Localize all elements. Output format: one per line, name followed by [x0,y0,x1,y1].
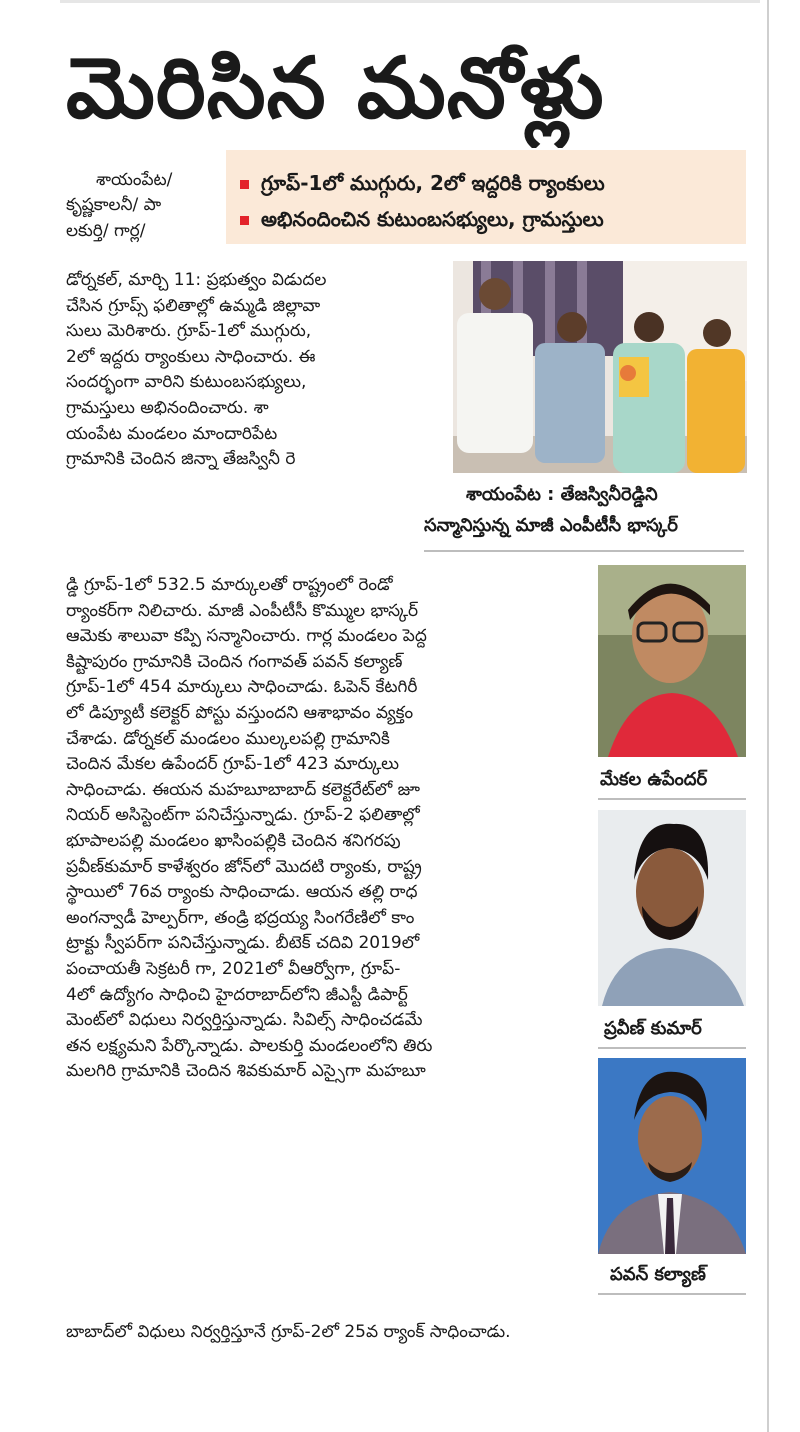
caption-rule [424,550,744,552]
caption-rule [598,1293,746,1295]
upender-photo [598,565,746,757]
article-line: ర్యాంకర్‌గా నిలిచారు. మాజీ ఎంపీటీసీ కొమ్ముల భాస్కర్‌ [66,600,419,621]
praveen-caption: ప్రవీణ్‌ కుమార్‌ [604,1018,702,1039]
article-line: చేశాడు. డోర్నకల్‌ మండలం ముల్కలపల్లి గ్రామానికి [66,728,390,749]
article-line: అంగన్వాడీ హెల్పర్‌గా, తండ్రి భద్రయ్య సింగరేణిలో కాం [66,907,415,928]
article-line: పంచాయతీ సెక్రటరీ గా, 2021లో వీఆర్వోగా, గ్రూప్‌- [66,958,401,979]
headline: మెరిసిన మనోళ్లు [66,39,605,137]
article-line: బాబాద్‌లో విధులు నిర్వర్తిస్తూనే గ్రూప్‌-2లో 25వ ర్యాంక్‌ సాధించాడు. [66,1322,511,1342]
article-line: 4లో ఉద్యోగం సాధించి హైదరాబాద్‌లోని జీఎస్టీ డిపార్ట్‌ [66,984,408,1005]
article-line: శాయంపేట/ [96,170,173,190]
top-rule [60,0,760,3]
article-line: యంపేట మండలం మాందారిపేట [66,423,278,444]
pavan-caption: పవన్‌ కల్యాణ్‌ [610,1264,706,1285]
article-medium [66,268,450,473]
article-narrow [66,193,216,244]
article-line: సులు మెరిశారు. గ్రూప్‌-1లో ముగ్గురు, [66,321,312,342]
article-line: స్థాయిలో 76వ ర్యాంకు సాధించాడు. ఆయన తల్లి రాధ [66,882,418,903]
upender-caption: మేకల ఉపేందర్‌ [600,769,708,790]
pavan-photo [598,1058,746,1254]
highlights-box [226,150,746,244]
article-line: చెందిన మేకల ఉపేందర్‌ గ్రూప్‌-1లో 423 మార్కులు [66,754,400,775]
article-line: 2లో ఇద్దరు ర్యాంకులు సాధించారు. ఈ [66,346,316,367]
article-line: తన లక్ష్యమని పేర్కొన్నాడు. పాలకుర్తి మండలంలోని తిరు [66,1035,433,1056]
article-narrow [96,168,220,194]
article-line: డ్డి గ్రూప్‌-1లో 532.5 మార్కులతో రాష్ట్రంలో రెండో [66,575,393,595]
bullet-icon [240,216,249,225]
article-line: డోర్నకల్‌, మార్చి 11: ప్రభుత్వం విడుదల [66,270,327,290]
article-line: లకుర్తి/ గార్ల/ [66,220,146,241]
praveen-photo [598,810,746,1006]
article-line: గ్రూప్‌-1లో 454 మార్కులు సాధించాడు. ఓపెన్‌ కేటగిరీ [66,677,418,698]
article-line: చేసిన గ్రూప్స్‌ ఫలితాల్లో ఉమ్మడి జిల్లావా [66,295,321,316]
highlight-item [240,206,604,232]
article-line: సాధించాడు. ఈయన మహబూబాబాద్‌ కలెక్టరేట్‌లో జూ [66,779,421,800]
bullet-icon [240,180,249,189]
article-line: కిష్టాపురం గ్రామానికి చెందిన గంగావత్‌ పవన్‌ కల్యాణ్‌ [66,651,403,672]
article-full [66,1320,746,1346]
highlight-text: అభినందించిన కుటుంబసభ్యులు, గ్రామస్తులు [261,207,604,231]
article-line: నియర్‌ అసిస్టెంట్‌గా పనిచేస్తున్నాడు. గ్రూప్‌-2 ఫలితాల్లో [66,805,420,826]
group-photo-caption-line1: శాయంపేట : తేజస్వినీరెడ్డిని [466,484,658,505]
article-line: మెంట్‌లో విధులు నిర్వర్తిస్తున్నాడు. సివిల్స్‌ సాధించడమే [66,1010,423,1031]
group-photo [453,261,747,473]
article-line: గ్రామస్తులు అభినందించారు. శా [66,397,269,418]
article-line: ఆమెకు శాలువా కప్పి సన్మానించారు. గార్ల మండలం పెద్ద [66,626,427,647]
article-line: ట్రాక్టు స్వీపర్‌గా పనిచేస్తున్నాడు. బీటెక్‌ చదివి 2019లో [66,933,420,954]
article-line: లో డిప్యూటీ కలెక్టర్‌ పోస్టు వస్తుందని ఆశాభావం వ్యక్తం [66,702,414,723]
article-wide [66,573,586,1085]
article-line: గ్రామానికి చెందిన జిన్నా తేజస్వినీ రె [66,449,296,470]
caption-rule [598,798,746,800]
article-line: కృష్ణకాలనీ/ పా [66,195,162,215]
article-line: మలగిరి గ్రామానికి చెందిన శివకుమార్‌ ఎస్సైగా మహబూ [66,1061,426,1082]
highlight-item [240,170,605,196]
article-line: ప్రవీణ్‌కుమార్‌ కాళేశ్వరం జోన్‌లో మొదటి ర్యాంకు, రాష్ట్ర [66,856,422,877]
article-line: సందర్భంగా వారిని కుటుంబసభ్యులు, [66,372,307,393]
group-photo-caption-line2: సన్మానిస్తున్న మాజీ ఎంపీటీసీ భాస్కర్‌ [424,515,678,536]
article-line: భూపాలపల్లి మండలం ఖాసింపల్లికి చెందిన శనిగరపు [66,830,401,851]
caption-rule [598,1047,746,1049]
column-rule [767,0,769,1432]
highlight-text: గ్రూప్‌-1లో ముగ్గురు, 2లో ఇద్దరికి ర్యాంకులు [261,171,605,195]
